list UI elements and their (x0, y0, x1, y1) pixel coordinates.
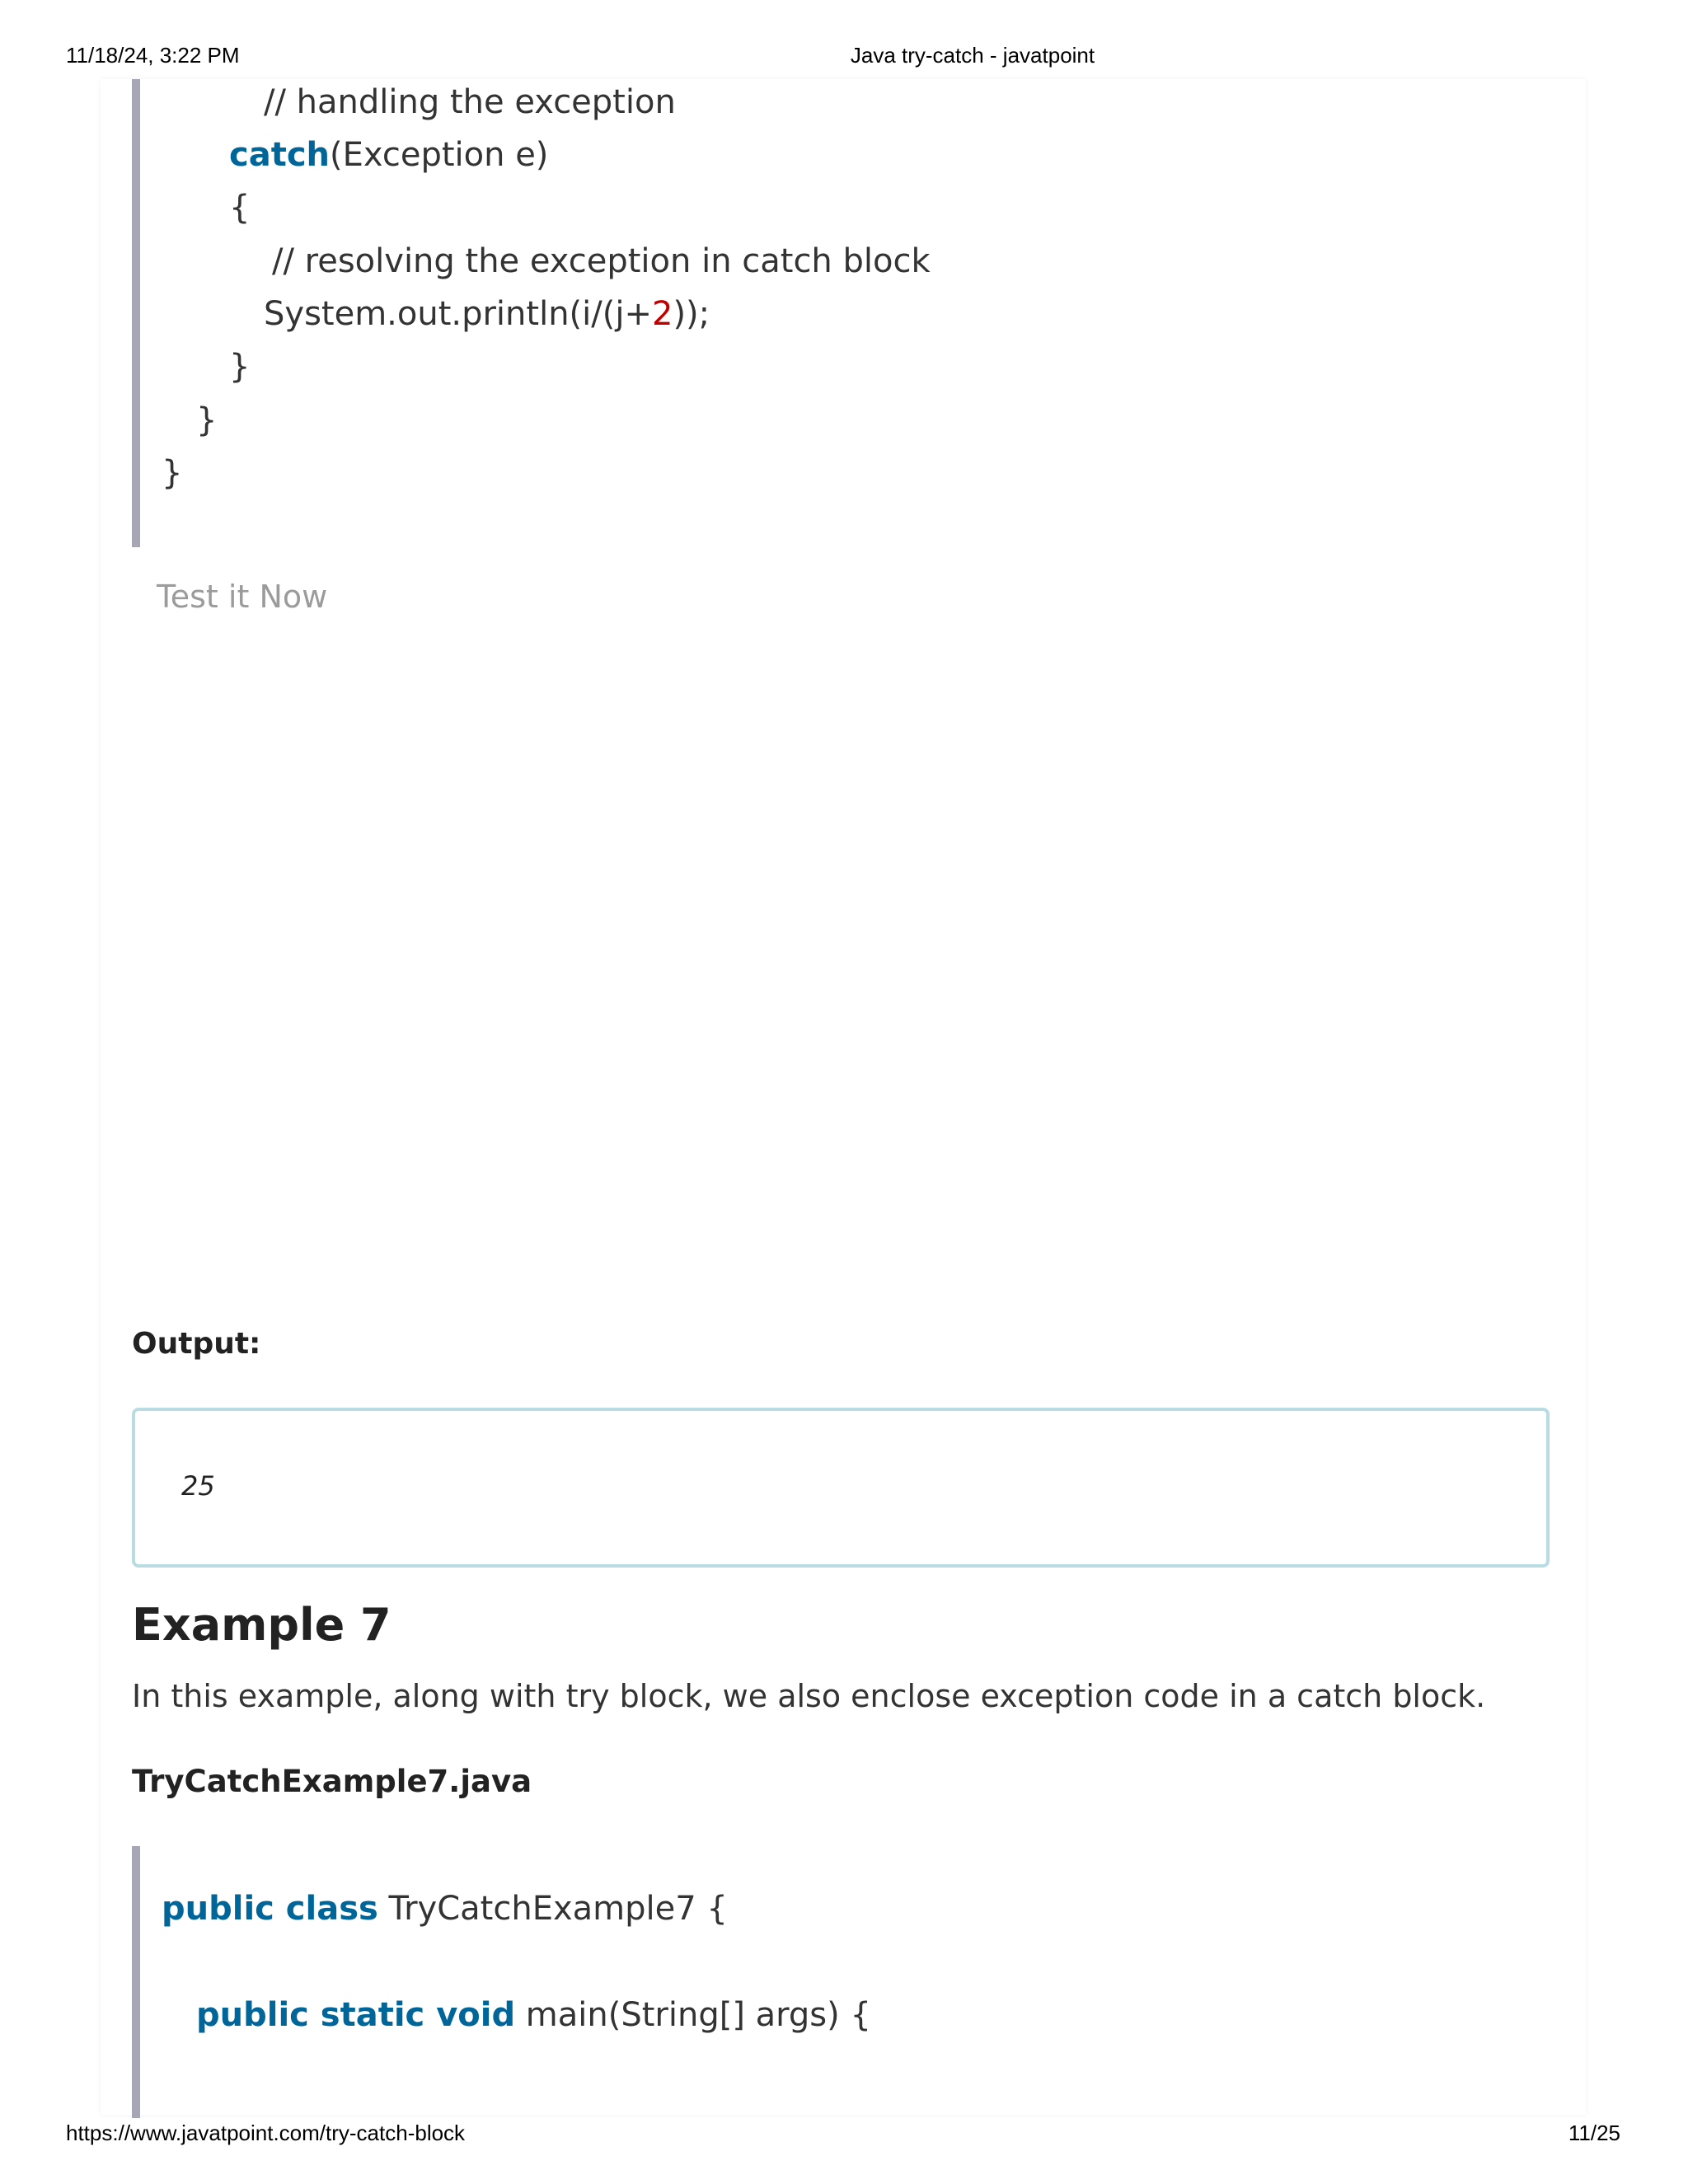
code-close-brace-method: } (196, 401, 218, 439)
code-close-brace-catch: } (229, 348, 251, 386)
code-comment-resolving: // resolving the exception in catch block (272, 242, 931, 280)
output-label: Output: (132, 1327, 261, 1361)
code-main-declaration (196, 1994, 871, 2036)
print-page-number: 11/25 (1568, 2121, 1620, 2145)
class-rest: TryCatchExample7 { (377, 1890, 728, 1928)
catch-args: (Exception e) (330, 136, 549, 174)
code-block-top (132, 79, 1541, 547)
code-comment-handling: // handling the exception (264, 83, 676, 121)
code-println-line (264, 293, 710, 335)
test-it-now-link[interactable]: Test it Now (157, 579, 328, 615)
print-url: https://www.javatpoint.com/try-catch-block (66, 2121, 466, 2145)
class-keywords: public class (162, 1890, 378, 1928)
file-name: TryCatchExample7.java (132, 1764, 532, 1799)
output-box (132, 1408, 1550, 1568)
println-number: 2 (651, 295, 673, 333)
catch-keyword: catch (229, 136, 331, 174)
print-header (0, 43, 1688, 76)
code-open-brace: { (229, 189, 251, 227)
output-value: 25 (181, 1470, 215, 1502)
example-heading: Example 7 (132, 1599, 392, 1651)
print-footer (0, 2121, 1688, 2154)
print-page-title: Java try-catch - javatpoint (850, 43, 1095, 68)
code-close-brace-class: } (162, 454, 183, 492)
println-prefix: System.out.println(i/(j+ (264, 295, 652, 333)
code-block-bottom (132, 1846, 1541, 2118)
println-suffix: )); (673, 295, 710, 333)
code-catch-line (229, 134, 548, 176)
method-rest: main(String[] args) { (515, 1996, 871, 2034)
print-datetime: 11/18/24, 3:22 PM (66, 43, 240, 68)
method-keywords: public static void (196, 1996, 516, 2034)
code-class-declaration (162, 1888, 728, 1929)
example-description: In this example, along with try block, we also enclose exception code in a catch block. (132, 1678, 1486, 1714)
